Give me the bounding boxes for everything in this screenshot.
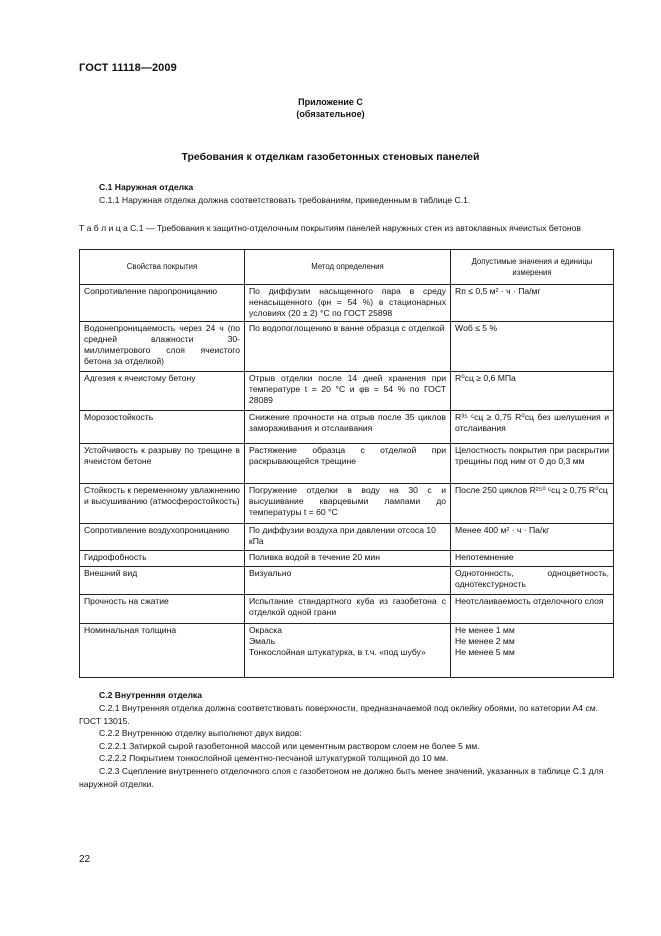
appendix-subtitle: (обязательное) xyxy=(296,109,365,119)
header-values: Допустимые значения и единицы измерения xyxy=(451,250,614,285)
table-row xyxy=(80,411,614,444)
cell-property: Водонепроницаемость через 24 ч (по средней влажности 30-миллиметрового слоя ячеистого бетона за отделкой) xyxy=(80,322,245,372)
c2-heading: С.2 Внутренняя отделка xyxy=(99,690,202,700)
table-row xyxy=(80,595,614,624)
cell-method: По водопоглощению в ванне образца с отделкой xyxy=(245,322,451,372)
cell-value: Непотемнение xyxy=(451,551,614,567)
cell-value: R³⁵ ᶜсц ≥ 0,75 R⁰сц без шелушения и отслаивания xyxy=(451,411,614,444)
c2-paragraph-1: С.2.1 Внутренняя отделка должна соответствовать поверхности, предназначаемой под оклейку обоями, по категории А4 см. ГОСТ 13015. xyxy=(79,703,599,726)
cell-property: Номинальная толщина xyxy=(80,624,245,678)
method-line: Тонкослойная штукатурка, в т.ч. «под шубу» xyxy=(249,647,426,657)
cell-method: По диффузии насыщенного пара в среду ненасыщенного (φн = 54 %) в стационарных условиях (20 ± 2) °С по ГОСТ 25898 xyxy=(245,285,451,322)
requirements-table xyxy=(79,249,614,678)
method-line: Окраска xyxy=(249,625,283,635)
cell-property: Морозостойкость xyxy=(80,411,245,444)
table-row xyxy=(80,444,614,484)
cell-property: Устойчивость к разрыву по трещине в ячеистом бетоне xyxy=(80,444,245,484)
cell-value: Wоб ≤ 5 % xyxy=(451,322,614,372)
cell-method: Снижение прочности на отрыв после 35 циклов замораживания и отслаивания xyxy=(245,411,451,444)
table-row xyxy=(80,285,614,322)
table-caption: Т а б л и ц а С.1 — Требования к защитно-отделочным покрытиям панелей наружных стен из автоклавных ячеистых бетонов xyxy=(79,223,581,233)
page-number: 22 xyxy=(79,854,91,865)
header-method: Метод определения xyxy=(245,250,451,285)
appendix-title: Приложение С xyxy=(298,97,363,107)
cell-property: Сопротивление паропроницанию xyxy=(80,285,245,322)
header-properties: Свойства покрытия xyxy=(80,250,245,285)
cell-method: Растяжение образца с отделкой при раскрывающейся трещине xyxy=(245,444,451,484)
cell-property: Адгезия к ячеистому бетону xyxy=(80,372,245,411)
cell-property: Сопротивление воздухопроницанию xyxy=(80,524,245,551)
table-header-row xyxy=(80,250,614,285)
cell-value xyxy=(451,624,614,678)
cell-value: Однотонность, одноцветность, однотекстурность xyxy=(451,567,614,595)
c2-paragraph-5: С.2.3 Сцепление внутреннего отделочного слоя с газобетоном не должно быть менее значений, указанных в таблице С.1 для наружной отделки. xyxy=(79,766,604,789)
cell-value: Rп ≤ 0,5 м² · ч · Па/мг xyxy=(451,285,614,322)
c1-heading: С.1 Наружная отделка xyxy=(99,182,194,192)
cell-method xyxy=(245,624,451,678)
cell-method: Погружение отделки в воду на 30 с и высушивание кварцевыми лампами до температуры t = 60 °С xyxy=(245,484,451,524)
cell-property: Прочность на сжатие xyxy=(80,595,245,624)
cell-property: Стойкость к переменному увлажнению и высушиванию (атмосферостойкость) xyxy=(80,484,245,524)
cell-value: Целостность покрытия при раскрытии трещины под ним от 0 до 0,3 мм xyxy=(451,444,614,484)
cell-value: Менее 400 м² · ч · Па/кг xyxy=(451,524,614,551)
c2-paragraph-2: С.2.2 Внутреннюю отделку выполняют двух видов: xyxy=(99,728,302,738)
table-row xyxy=(80,567,614,595)
cell-value: R⁰сц ≥ 0,6 МПа xyxy=(451,372,614,411)
table-row xyxy=(80,524,614,551)
document-header: ГОСТ 11118—2009 xyxy=(79,62,177,74)
section-title: Требования к отделкам газобетонных стеновых панелей xyxy=(181,151,480,163)
table-row xyxy=(80,624,614,678)
cell-method: По диффузии воздуха при давлении отсоса 10 кПа xyxy=(245,524,451,551)
table-row xyxy=(80,551,614,567)
table-row xyxy=(80,322,614,372)
c2-paragraph-3: С.2.2.1 Затиркой сырой газобетонной массой или цементным раствором слоем не более 5 мм. xyxy=(99,741,480,751)
value-line: Не менее 1 мм xyxy=(455,625,515,635)
cell-property: Гидрофобность xyxy=(80,551,245,567)
method-line: Эмаль xyxy=(249,636,276,646)
cell-value: После 250 циклов R²⁵⁰ ᶜсц ≥ 0,75 R⁰сц xyxy=(451,484,614,524)
cell-method: Визуально xyxy=(245,567,451,595)
value-line: Не менее 5 мм xyxy=(455,647,515,657)
cell-method: Поливка водой в течение 20 мин xyxy=(245,551,451,567)
table-row xyxy=(80,372,614,411)
c1-paragraph: С.1.1 Наружная отделка должна соответствовать требованиям, приведенным в таблице С.1. xyxy=(99,195,471,205)
cell-value: Неотслаиваемость отделочного слоя xyxy=(451,595,614,624)
c2-paragraph-4: С.2.2.2 Покрытием тонкослойной цементно-песчаной штукатуркой толщиной до 10 мм. xyxy=(99,753,449,763)
value-line: Не менее 2 мм xyxy=(455,636,515,646)
table-row xyxy=(80,484,614,524)
cell-method: Отрыв отделки после 14 дней хранения при температуре t = 20 °С и φв = 54 % по ГОСТ 28089 xyxy=(245,372,451,411)
cell-method: Испытание стандартного куба из газобетона с отделкой одной грани xyxy=(245,595,451,624)
cell-property: Внешний вид xyxy=(80,567,245,595)
